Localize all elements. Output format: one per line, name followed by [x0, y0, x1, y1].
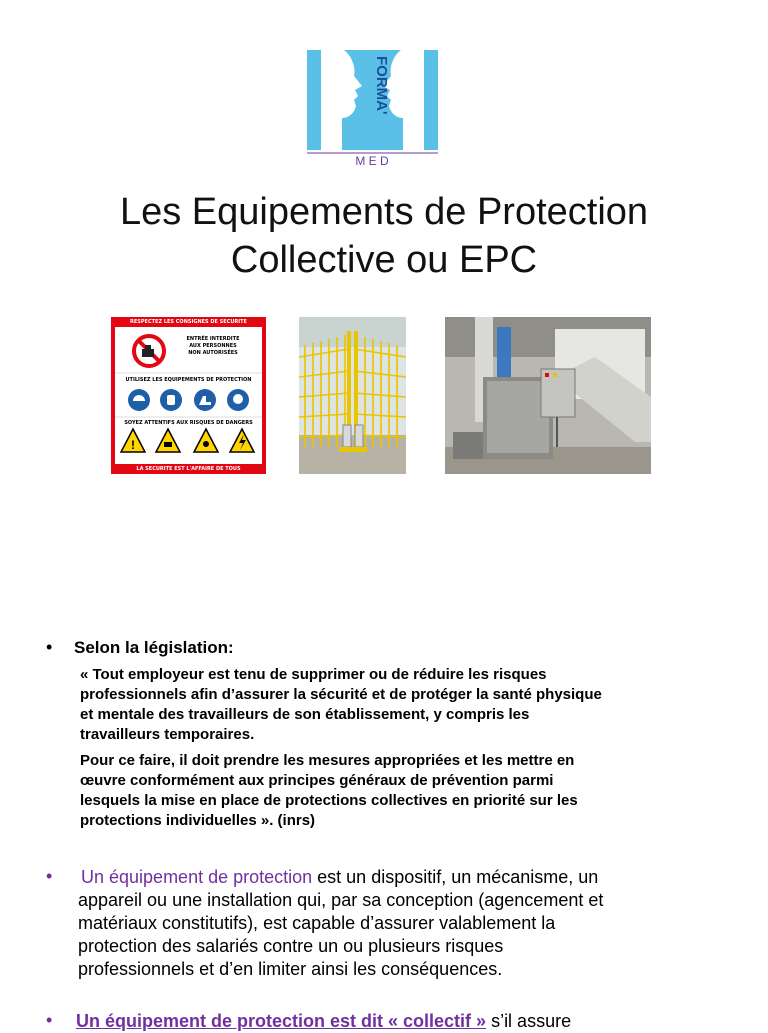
definition-line: protection des salariés contre un ou plusieurs risques — [78, 936, 504, 956]
logo-text-med: M E D — [355, 154, 389, 166]
quote-line: lesquels la mise en place de protections collectives en priorité sur les — [80, 792, 578, 809]
safety-fence-graphic — [299, 317, 406, 474]
safety-fence-image — [299, 317, 406, 474]
ventilation-equipment-graphic — [445, 317, 651, 474]
quote-line: protections individuelles ». (inrs) — [80, 812, 316, 829]
sign-entry-line-3: NON AUTORISÉES — [188, 350, 238, 356]
svg-text:!: ! — [131, 438, 135, 452]
collective-term: Un équipement de protection est dit « collectif » — [76, 1011, 487, 1031]
collective-paragraph — [76, 1010, 726, 1033]
legislation-quote — [80, 665, 730, 831]
sign-section-ppe: UTILISEZ LES EQUIPEMENTS DE PROTECTION — [125, 377, 252, 383]
quote-line: œuvre conformément aux principes généraux de prévention parmi — [80, 772, 554, 789]
sign-header-text: RESPECTEZ LES CONSIGNES DE SECURITE — [130, 319, 247, 325]
logo-graphic — [304, 46, 441, 166]
collective-text: s’il assure — [486, 1011, 572, 1031]
quote-line: professionnels afin d’assurer la sécurité et de protéger la santé physique — [80, 686, 602, 703]
quote-line: travailleurs temporaires. — [80, 726, 255, 743]
title-line-2: Collective ou EPC — [230, 239, 538, 281]
sign-footer-text: LA SECURITE EST L'AFFAIRE DE TOUS — [136, 466, 241, 472]
sign-section-danger: SOYEZ ATTENTIFS AUX RISQUES DE DANGERS — [124, 420, 253, 426]
sign-entry-line-2: AUX PERSONNES — [189, 343, 237, 349]
definition-line: professionnels et d’en limiter ainsi les conséquences. — [78, 959, 503, 979]
quote-line: et mentale des travailleurs de son établissement, y compris les — [80, 706, 530, 723]
ventilation-equipment-image — [445, 317, 651, 474]
quote-line: Pour ce faire, il doit prendre les mesures appropriées et les mettre en — [80, 752, 575, 769]
formamed-logo — [304, 46, 441, 166]
title-line-1: Les Equipements de Protection — [119, 191, 649, 233]
page-title — [0, 188, 768, 284]
sign-entry-line-1: ENTRÉE INTERDITE — [186, 336, 240, 342]
definition-line: matériaux constitutifs), est capable d’assurer valablement la — [78, 913, 556, 933]
legislation-heading: Selon la législation: — [74, 638, 234, 657]
bullet-dot: • — [46, 866, 53, 886]
safety-sign-image — [111, 317, 266, 474]
quote-line: « Tout employeur est tenu de supprimer ou de réduire les risques — [80, 666, 547, 683]
bullet-dot: • — [46, 1010, 53, 1030]
definition-paragraph — [78, 866, 728, 981]
definition-term: Un équipement de protection — [81, 867, 313, 887]
definition-text: est un dispositif, un mécanisme, un — [312, 867, 599, 887]
logo-text-forma: FORMA' — [373, 56, 390, 115]
definition-line: appareil ou une installation qui, par sa conception (agencement et — [78, 890, 604, 910]
bullet-dot: • — [46, 637, 53, 657]
